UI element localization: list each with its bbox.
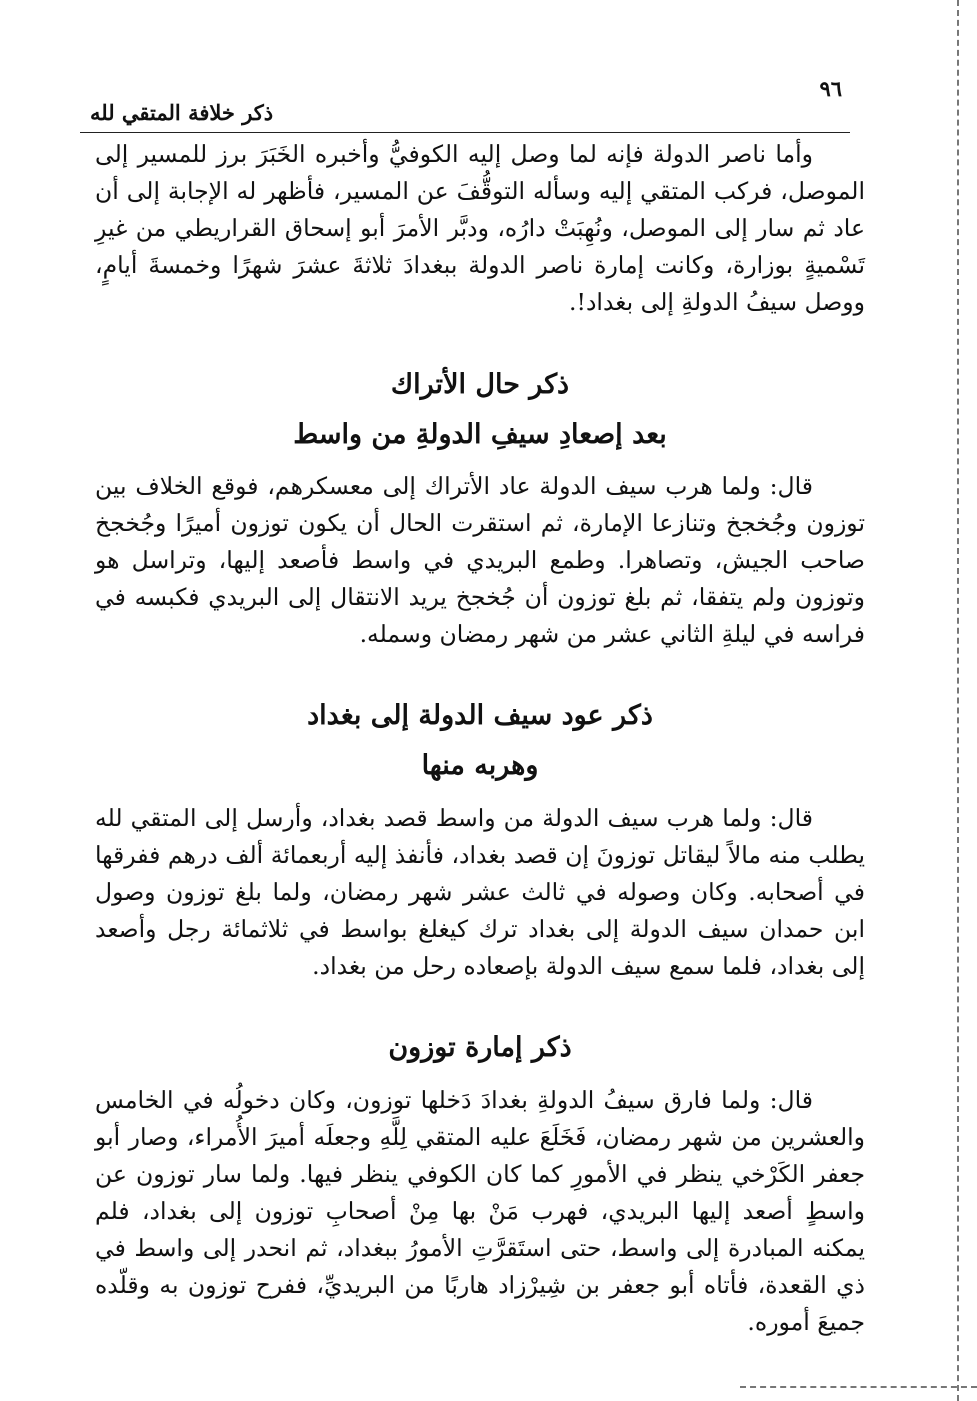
page-number: ٩٦ xyxy=(819,76,842,101)
paragraph-1: وأما ناصر الدولة فإنه لما وصل إليه الكوفيُّ وأخبره الخَبَرَ برز للمسير إلى الموصل، فركب المتقي إليه وسأله التوقُّفَ عن المسير، فأظهر له الإجابة إلى أن عاد ثم سار إلى الموصل، ونُهِبَتْ دارُه، ودبَّر الأمرَ أبو إسحاق القراريطي من غيرِ تَسْميةٍ بوزارة، وكانت إمارة ناصر الدولة ببغدادَ ثلاثةَ عشرَ شهرًا وخمسةَ أيامٍ، ووصل سيفُ الدولةِ إلى بغداد!. xyxy=(95,140,865,316)
header-rule xyxy=(80,132,850,133)
section-continuation xyxy=(95,136,865,321)
section-heading-3 xyxy=(95,1027,865,1069)
scan-edge-bottom xyxy=(740,1386,977,1388)
heading-3-line-1: ذكر إمارة توزون xyxy=(388,1032,572,1063)
paragraph-4: قال: ولما فارق سيفُ الدولةِ بغدادَ دَخلها توزون، وكان دخولُه في الخامس والعشرين من شهر رمضان، فَخَلَعَ عليه المتقي لِلَّهِ وجعلَه أميرَ الأُمراء، وصار أبو جعفر الكَرْخي ينظر في الأمورِ كما كان الكوفي ينظر فيها. ولما سار توزون عن واسطٍ أصعد إليها البريدي، فهرب مَنْ بها مِنْ أصحابِ توزون إلى بغداد، فلم يمكنه المبادرة إلى واسط، حتى استَقرَّتِ الأمورُ ببغداد، ثم انحدر إلى واسط في ذي القعدة، فأتاه أبو جعفر بن شِيرْزاد هاربًا من البريديِّ، ففرح توزون به وقلّده جميعَ أموره. xyxy=(95,1086,865,1336)
heading-1-line-2: بعد إصعادِ سيفِ الدولةِ من واسط xyxy=(293,419,667,450)
scan-edge-right xyxy=(957,0,959,1401)
section-heading-1 xyxy=(95,364,865,456)
heading-2-line-2: وهربه منها xyxy=(421,750,539,781)
paragraph-2: قال: ولما هرب سيف الدولة عاد الأتراك إلى معسكرهم، فوقع الخلاف بين توزون وجُخجخ وتنازعا الإمارة، ثم استقرت الحال أن يكون توزون أميرًا وجُخجخ صاحب الجيش، وتصاهرا. وطمع البريدي في واسط فأصعد إليها، وتراسل هو وتوزون ولم يتفقا، ثم بلغ توزون أن جُخجخ يريد الانتقال إلى البريدي فكبسه في فراسه في ليلةِ الثاني عشر من شهر رمضان وسمله. xyxy=(95,472,865,648)
paragraph-3: قال: ولما هرب سيف الدولة من واسط قصد بغداد، وأرسل إلى المتقي لله يطلب منه مالاً ليقاتل توزونَ إن قصد بغداد، فأنفذ إليه أربعمائة ألف درهم ففرقها في أصحابه. وكان وصوله في ثالث عشر شهر رمضان، ولما بلغ توزون وصول ابن حمدان سيف الدولة إلى بغداد ترك كيغلغ بواسط في ثلاثمائة رجل وأصعد إلى بغداد، فلما سمع سيف الدولة بإصعاده رحل من بغداد. xyxy=(95,804,865,980)
section-3-body xyxy=(95,1082,865,1341)
running-title: ذكر خلافة المتقي لله xyxy=(90,100,274,125)
heading-1-line-1: ذكر حال الأتراك xyxy=(390,369,570,400)
heading-2-line-1: ذكر عود سيف الدولة إلى بغداد xyxy=(307,700,653,731)
section-2-body xyxy=(95,800,865,985)
section-heading-2 xyxy=(95,695,865,787)
page-header xyxy=(80,72,850,132)
section-1-body xyxy=(95,468,865,653)
